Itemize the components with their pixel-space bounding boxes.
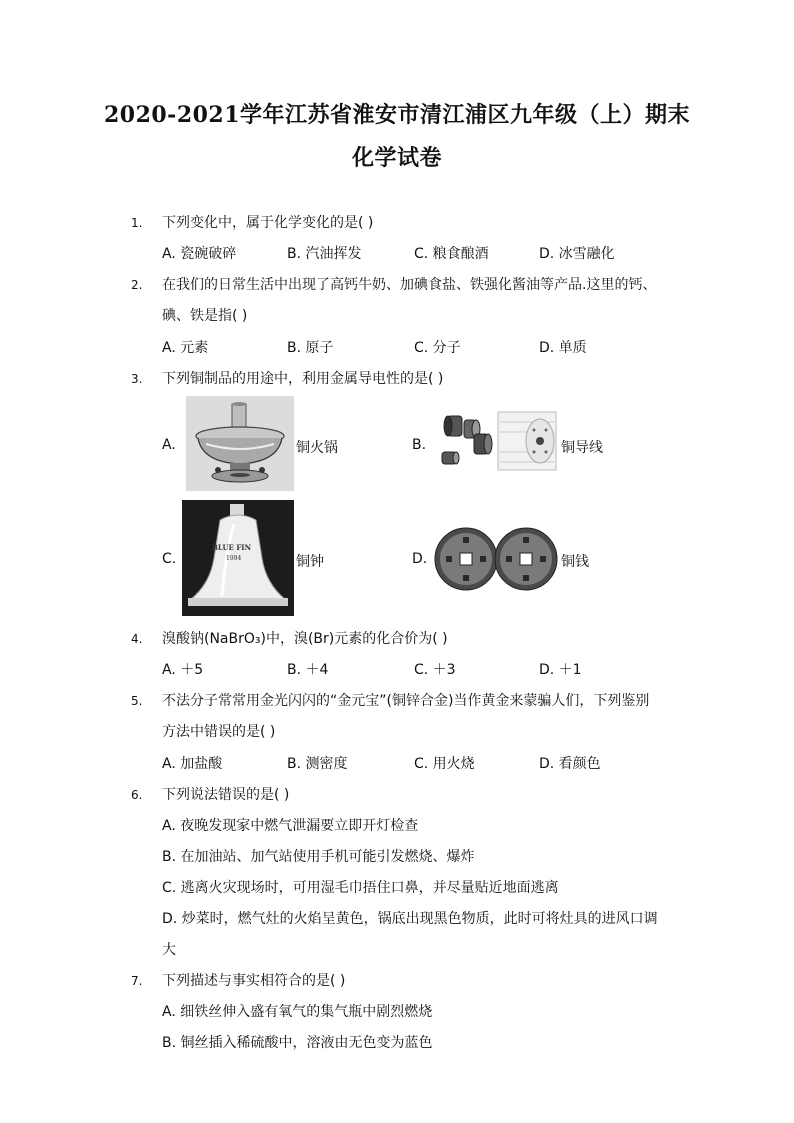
- q3-option-b-letter[interactable]: B.: [412, 437, 427, 453]
- q3-option-d-letter[interactable]: D.: [412, 551, 428, 567]
- question-text-cont: 碘、铁是指( ): [162, 308, 248, 324]
- bell-inscription: BLUE FIN: [212, 543, 251, 552]
- q2-option-d[interactable]: D. 单质: [539, 340, 587, 356]
- q6-option-d-cont: 大: [162, 942, 176, 958]
- q6-option-d[interactable]: D. 炒菜时，燃气灶的火焰呈黄色，锅底出现黑色物质，此时可将灶具的进风口调: [162, 911, 658, 927]
- q7-option-a[interactable]: A. 细铁丝伸入盛有氧气的集气瓶中剧烈燃烧: [162, 1004, 433, 1020]
- q7-option-b[interactable]: B. 铜丝插入稀硫酸中，溶液由无色变为蓝色: [162, 1035, 433, 1051]
- copper-bell-image: [182, 500, 294, 616]
- question-number: 4.: [131, 632, 143, 646]
- q2-option-a[interactable]: A. 元素: [162, 340, 209, 356]
- q5-option-b[interactable]: B. 测密度: [287, 756, 348, 772]
- q5-option-d[interactable]: D. 看颜色: [539, 756, 601, 772]
- copper-wire-image: [434, 408, 558, 476]
- question-text: 溴酸钠(NaBrO₃)中，溴(Br)元素的化合价为( ): [162, 631, 448, 647]
- question-number: 5.: [131, 694, 143, 708]
- question-number: 1.: [131, 216, 143, 230]
- question-number: 3.: [131, 372, 143, 386]
- question-number: 2.: [131, 278, 143, 292]
- q1-option-d[interactable]: D. 冰雪融化: [539, 246, 615, 262]
- q5-option-c[interactable]: C. 用火烧: [414, 756, 475, 772]
- q3-option-b-label: 铜导线: [561, 440, 603, 456]
- q3-option-a-label: 铜火锅: [296, 440, 338, 456]
- q2-option-c[interactable]: C. 分子: [414, 340, 461, 356]
- q4-option-a[interactable]: A. ＋5: [162, 662, 204, 678]
- question-number: 6.: [131, 788, 143, 802]
- q1-option-c[interactable]: C. 粮食酿酒: [414, 246, 489, 262]
- question-text: 下列说法错误的是( ): [162, 787, 290, 803]
- exam-title-line2: 化学试卷: [351, 145, 442, 171]
- q3-option-c-letter[interactable]: C.: [162, 551, 177, 567]
- question-text: 下列变化中，属于化学变化的是( ): [162, 215, 374, 231]
- question-text: 不法分子常常用金光闪闪的“金元宝”(铜锌合金)当作黄金来蒙骗人们，下列鉴别: [162, 693, 650, 709]
- q3-option-a-letter[interactable]: A.: [162, 437, 176, 453]
- q5-option-a[interactable]: A. 加盐酸: [162, 756, 223, 772]
- q1-option-b[interactable]: B. 汽油挥发: [287, 246, 362, 262]
- q6-option-b[interactable]: B. 在加油站、加气站使用手机可能引发燃烧、爆炸: [162, 849, 475, 865]
- copper-coins-image: [434, 525, 558, 593]
- q4-option-b[interactable]: B. ＋4: [287, 662, 329, 678]
- q6-option-a[interactable]: A. 夜晚发现家中燃气泄漏要立即开灯检查: [162, 818, 419, 834]
- exam-title-line1: 2020-2021学年江苏省淮安市清江浦区九年级（上）期末: [103, 102, 691, 128]
- q6-option-c[interactable]: C. 逃离火灾现场时，可用湿毛巾捂住口鼻，并尽量贴近地面逃离: [162, 880, 559, 896]
- question-number: 7.: [131, 974, 143, 988]
- question-text: 下列铜制品的用途中，利用金属导电性的是( ): [162, 371, 444, 387]
- q4-option-d[interactable]: D. ＋1: [539, 662, 582, 678]
- q1-option-a[interactable]: A. 瓷碗破碎: [162, 246, 237, 262]
- q3-option-d-label: 铜钱: [561, 554, 589, 570]
- q3-option-c-label: 铜钟: [296, 554, 324, 570]
- bell-year: 1994: [226, 555, 242, 562]
- question-text: 在我们的日常生活中出现了高钙牛奶、加碘食盐、铁强化酱油等产品.这里的钙、: [162, 277, 657, 293]
- copper-hotpot-image: [186, 396, 294, 491]
- question-text-cont: 方法中错误的是( ): [162, 724, 276, 740]
- q4-option-c[interactable]: C. ＋3: [414, 662, 456, 678]
- q2-option-b[interactable]: B. 原子: [287, 340, 334, 356]
- question-text: 下列描述与事实相符合的是( ): [162, 973, 346, 989]
